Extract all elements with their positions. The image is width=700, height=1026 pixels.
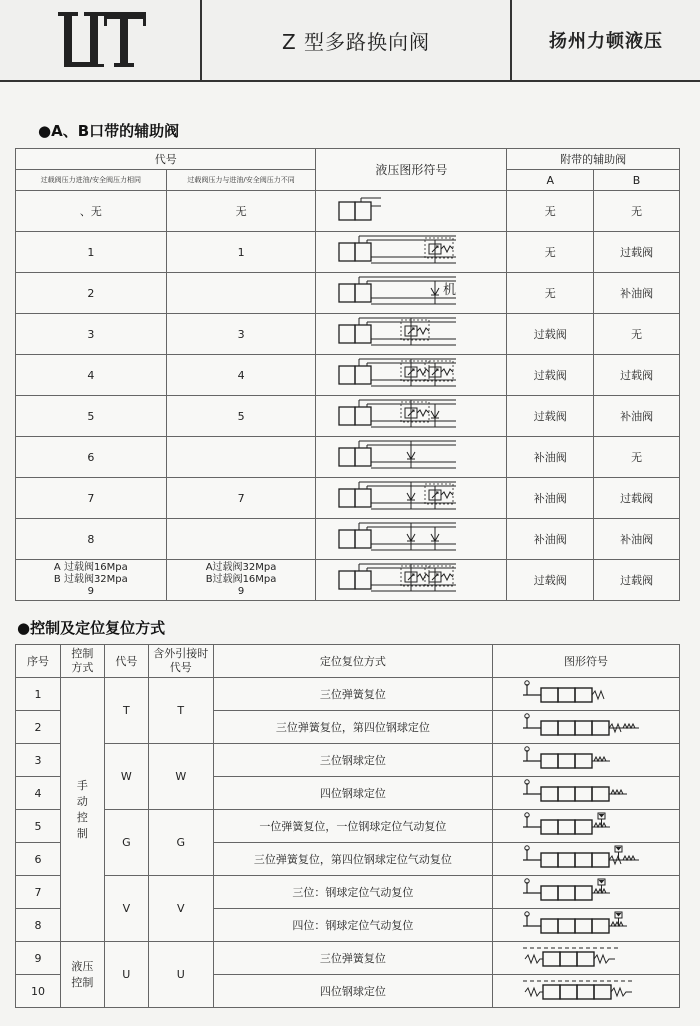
- table-row: [16, 273, 680, 314]
- table-row: [16, 678, 680, 711]
- control-group-char: 动: [76, 794, 88, 808]
- aux-a-cell: 补油阀: [507, 519, 594, 560]
- table-row: [16, 876, 680, 909]
- symbol-cell: [316, 314, 507, 355]
- control-symbol-icon: [521, 812, 651, 840]
- header-code-same: 过载阀压力进油/安全阀压力相同: [16, 170, 167, 191]
- control-group-char: 控制: [71, 975, 94, 989]
- cell-line: A过载阀32Mpa: [205, 562, 277, 573]
- table-row: [16, 744, 680, 777]
- symbol-cell: [493, 810, 680, 843]
- hydraulic-symbol-icon: [331, 479, 491, 517]
- symbol-cell: [316, 232, 507, 273]
- aux-b-cell: 无: [594, 191, 680, 232]
- code-same-cell: 3: [16, 314, 167, 355]
- code-diff-cell: 3: [166, 314, 316, 355]
- table-row: [16, 355, 680, 396]
- hydraulic-symbol-icon: [331, 233, 491, 271]
- page-header: [0, 0, 700, 82]
- cell-line: 9: [237, 586, 245, 597]
- aux-valve-table: [15, 148, 680, 601]
- control-symbol-icon: [521, 680, 651, 708]
- table-row: [16, 478, 680, 519]
- row-number-cell: 5: [16, 810, 61, 843]
- code-same-cell: 4: [16, 355, 167, 396]
- aux-b-cell: 补油阀: [594, 396, 680, 437]
- method-cell: 三位弹簧复位: [213, 678, 492, 711]
- symbol-cell: [493, 711, 680, 744]
- control-symbol-icon: [521, 878, 651, 906]
- table-row: [16, 437, 680, 478]
- code-cell: T: [104, 678, 148, 744]
- code-same-cell: 8: [16, 519, 167, 560]
- method-cell: 三位：钢球定位气动复位: [213, 876, 492, 909]
- row-number-cell: 2: [16, 711, 61, 744]
- header-code: 代号: [16, 149, 316, 170]
- header-aux: 附带的辅助阀: [507, 149, 680, 170]
- header-symbol: 液压图形符号: [316, 149, 507, 191]
- header-ext-code-text: 含外引接时代号: [153, 647, 209, 674]
- aux-b-cell: 无: [594, 314, 680, 355]
- brand-name: 扬州力顿液压: [549, 31, 663, 52]
- control-symbol-icon: [521, 977, 651, 1005]
- code-diff-cell: [166, 437, 316, 478]
- logo-mark-icon: [0, 0, 200, 80]
- ext-code-cell: U: [148, 942, 213, 1008]
- code-same-cell: 、无: [16, 191, 167, 232]
- table-row: [16, 191, 680, 232]
- symbol-cell: [493, 876, 680, 909]
- method-cell: 四位钢球定位: [213, 777, 492, 810]
- symbol-cell: [316, 560, 507, 601]
- row-number-cell: 4: [16, 777, 61, 810]
- hydraulic-symbol-icon: [331, 520, 491, 558]
- table-row: [16, 314, 680, 355]
- method-cell: 四位钢球定位: [213, 975, 492, 1008]
- code-diff-cell: 无: [166, 191, 316, 232]
- code-cell: G: [104, 810, 148, 876]
- code-diff-cell: 5: [166, 396, 316, 437]
- symbol-cell: [493, 678, 680, 711]
- control-symbol-icon: [521, 911, 651, 939]
- code-cell: V: [104, 876, 148, 942]
- aux-a-cell: 无: [507, 191, 594, 232]
- row-number-cell: 10: [16, 975, 61, 1008]
- control-symbol-icon: [521, 845, 651, 873]
- symbol-cell: [316, 191, 507, 232]
- method-cell: 三位弹簧复位，第四位钢球定位: [213, 711, 492, 744]
- header-symbol2: 图形符号: [493, 645, 680, 678]
- aux-b-cell: 过载阀: [594, 560, 680, 601]
- table-row: [16, 232, 680, 273]
- logo: [0, 0, 202, 80]
- control-group-cell: [60, 678, 104, 942]
- table-row: [16, 560, 680, 601]
- ext-code-cell: W: [148, 744, 213, 810]
- method-cell: 三位弹簧复位: [213, 942, 492, 975]
- code-diff-cell: [166, 273, 316, 314]
- header-ext-code: [148, 645, 213, 678]
- control-group-cell: [60, 942, 104, 1008]
- header-code-diff: 过载阀压力与进油/安全阀压力不同: [166, 170, 316, 191]
- hydraulic-symbol-icon: [331, 192, 491, 230]
- hydraulic-symbol-icon: [331, 397, 491, 435]
- code-same-cell: 1: [16, 232, 167, 273]
- cell-line: A 过载阀16Mpa: [53, 562, 128, 573]
- section1-title: ●A、B口带的辅助阀: [38, 122, 180, 140]
- hydraulic-symbol-icon: [331, 561, 491, 599]
- row-number-cell: 6: [16, 843, 61, 876]
- code-same-cell: 2: [16, 273, 167, 314]
- code-same-cell: 7: [16, 478, 167, 519]
- table-row: [16, 942, 680, 975]
- symbol-cell: [316, 396, 507, 437]
- aux-b-cell: 过载阀: [594, 355, 680, 396]
- code-cell: U: [104, 942, 148, 1008]
- control-symbol-icon: [521, 746, 651, 774]
- code-same-cell: 6: [16, 437, 167, 478]
- header-no: 序号: [16, 645, 61, 678]
- aux-b-cell: 无: [594, 437, 680, 478]
- table-row: [16, 396, 680, 437]
- code-same-cell: 5: [16, 396, 167, 437]
- control-symbol-icon: [521, 944, 651, 972]
- hydraulic-symbol-icon: [331, 438, 491, 476]
- aux-a-cell: 无: [507, 273, 594, 314]
- header-control: [60, 645, 104, 678]
- cell-line: 9: [87, 586, 95, 597]
- code-diff-cell: 1: [166, 232, 316, 273]
- row-number-cell: 9: [16, 942, 61, 975]
- row-number-cell: 8: [16, 909, 61, 942]
- control-method-table: [15, 644, 680, 1008]
- table-row: [16, 810, 680, 843]
- row-number-cell: 7: [16, 876, 61, 909]
- section2-title: ●控制及定位复位方式: [17, 619, 166, 637]
- header-method: 定位复位方式: [213, 645, 492, 678]
- symbol-cell: [493, 975, 680, 1008]
- control-group-char: 制: [76, 826, 88, 840]
- symbol-cell: [493, 744, 680, 777]
- aux-a-cell: 过载阀: [507, 396, 594, 437]
- symbol-cell: [316, 355, 507, 396]
- ext-code-cell: G: [148, 810, 213, 876]
- control-symbol-icon: [521, 779, 651, 807]
- table-row: [16, 519, 680, 560]
- symbol-cell: [316, 478, 507, 519]
- hydraulic-symbol-icon: [331, 356, 491, 394]
- code-same-cell: [16, 560, 167, 601]
- method-cell: 三位钢球定位: [213, 744, 492, 777]
- symbol-cell: [316, 437, 507, 478]
- symbol-cell: [493, 843, 680, 876]
- symbol-cell: [316, 273, 507, 314]
- ext-code-cell: T: [148, 678, 213, 744]
- symbol-cell: [493, 909, 680, 942]
- symbol-cell: [316, 519, 507, 560]
- code-diff-cell: [166, 519, 316, 560]
- cell-line: B 过载阀32Mpa: [53, 574, 128, 585]
- symbol-cell: [493, 942, 680, 975]
- aux-a-cell: 补油阀: [507, 437, 594, 478]
- control-group-char: 液压: [71, 959, 94, 973]
- method-cell: 三位弹簧复位，第四位钢球定位气动复位: [213, 843, 492, 876]
- aux-a-cell: 过载阀: [507, 355, 594, 396]
- aux-a-cell: 补油阀: [507, 478, 594, 519]
- hydraulic-symbol-icon: [331, 315, 491, 353]
- aux-b-cell: 过载阀: [594, 232, 680, 273]
- aux-a-cell: 过载阀: [507, 560, 594, 601]
- aux-b-cell: 补油阀: [594, 273, 680, 314]
- page-title: Z 型多路换向阀: [202, 0, 512, 80]
- method-cell: 一位弹簧复位，一位钢球定位气动复位: [213, 810, 492, 843]
- row-number-cell: 1: [16, 678, 61, 711]
- control-symbol-icon: [521, 713, 651, 741]
- aux-a-cell: 过载阀: [507, 314, 594, 355]
- code-diff-cell: 4: [166, 355, 316, 396]
- header-code2: 代号: [104, 645, 148, 678]
- control-group-char: 控: [76, 810, 88, 824]
- code-diff-cell: [166, 560, 316, 601]
- symbol-note: 机: [443, 283, 457, 298]
- row-number-cell: 3: [16, 744, 61, 777]
- aux-b-cell: 过载阀: [594, 478, 680, 519]
- ext-code-cell: V: [148, 876, 213, 942]
- cell-line: B过载阀16Mpa: [205, 574, 277, 585]
- method-cell: 四位：钢球定位气动复位: [213, 909, 492, 942]
- header-a: A: [507, 170, 594, 191]
- aux-a-cell: 无: [507, 232, 594, 273]
- header-b: B: [594, 170, 680, 191]
- code-cell: W: [104, 744, 148, 810]
- symbol-cell: [493, 777, 680, 810]
- code-diff-cell: 7: [166, 478, 316, 519]
- control-group-char: 手: [76, 778, 88, 792]
- hydraulic-symbol-icon: [331, 274, 491, 312]
- header-control-text: 控制方式: [71, 647, 94, 674]
- aux-b-cell: 补油阀: [594, 519, 680, 560]
